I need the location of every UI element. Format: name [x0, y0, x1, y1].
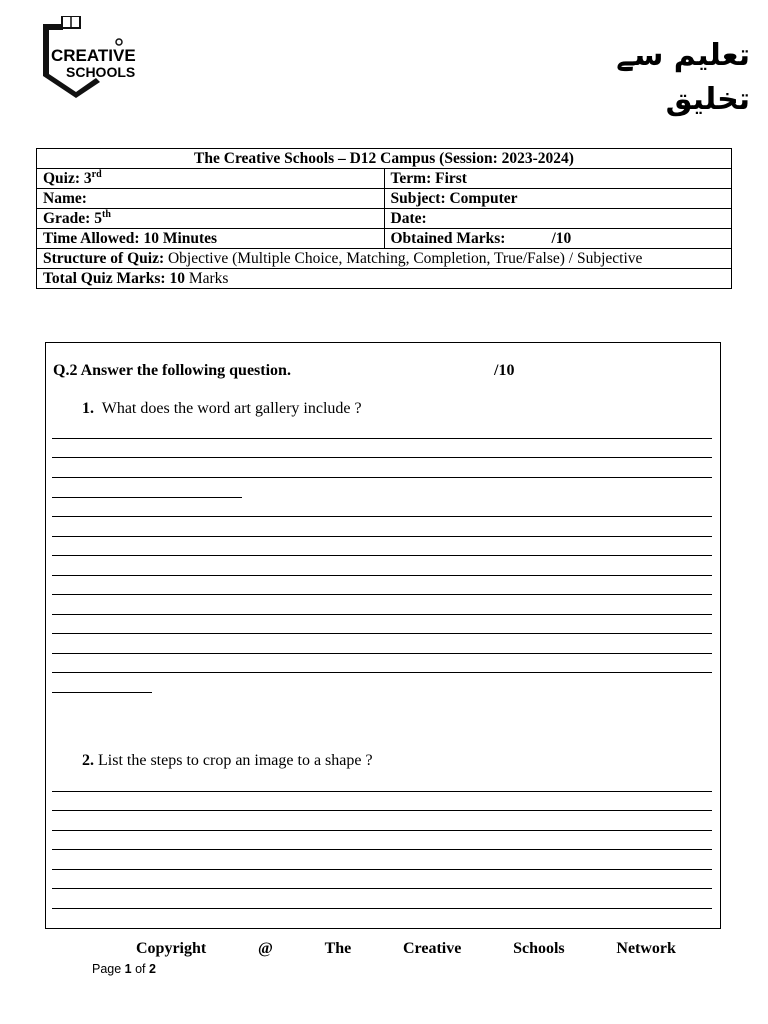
answer-line[interactable]: [52, 575, 712, 576]
obtained-marks-cell: Obtained Marks: /10: [384, 229, 732, 249]
answer-line[interactable]: [52, 692, 152, 693]
page-number: Page 1 of 2: [92, 962, 156, 976]
answer-line[interactable]: [52, 477, 712, 478]
creative-schools-logo: [40, 16, 152, 102]
answer-line[interactable]: [52, 614, 712, 615]
question-2: 2. List the steps to crop an image to a shape ?: [82, 752, 373, 769]
answer-line[interactable]: [52, 497, 242, 498]
structure-cell: Structure of Quiz: Objective (Multiple Choice, Matching, Completion, True/False) / Subjective: [37, 249, 732, 269]
footer-word: Schools: [513, 940, 565, 957]
name-cell: Name:: [37, 189, 385, 209]
answer-line[interactable]: [52, 888, 712, 889]
footer-word: Copyright: [136, 940, 207, 957]
question-heading: Q.2 Answer the following question.: [53, 362, 291, 379]
question-box: [45, 342, 721, 929]
time-allowed-cell: Time Allowed: 10 Minutes: [37, 229, 385, 249]
answer-line[interactable]: [52, 516, 712, 517]
answer-line[interactable]: [52, 438, 712, 439]
subject-cell: Subject: Computer: [384, 189, 732, 209]
quiz-number-cell: Quiz: 3rd: [37, 169, 385, 189]
answer-line[interactable]: [52, 536, 712, 537]
answer-line[interactable]: [52, 633, 712, 634]
answer-line[interactable]: [52, 672, 712, 673]
quiz-info-table: [36, 148, 732, 289]
date-cell: Date:: [384, 209, 732, 229]
footer-word: The: [324, 940, 352, 957]
table-title: The Creative Schools – D12 Campus (Session: 2023-2024): [37, 149, 732, 169]
question-marks: /10: [494, 362, 515, 379]
term-cell: Term: First: [384, 169, 732, 189]
answer-line[interactable]: [52, 555, 712, 556]
grade-cell: Grade: 5th: [37, 209, 385, 229]
urdu-motto: تعلیم سے تخلیق: [616, 38, 750, 117]
answer-line[interactable]: [52, 810, 712, 811]
footer-word: Network: [616, 940, 676, 957]
footer-word: Creative: [403, 940, 462, 957]
answer-line[interactable]: [52, 830, 712, 831]
answer-line[interactable]: [52, 791, 712, 792]
answer-line[interactable]: [52, 869, 712, 870]
copyright-footer: [136, 940, 676, 958]
footer-word: @: [257, 940, 273, 957]
answer-line[interactable]: [52, 908, 712, 909]
question-1: 1. What does the word art gallery include ?: [82, 400, 362, 417]
logo-text-bottom: SCHOOLS: [66, 64, 136, 80]
answer-line[interactable]: [52, 849, 712, 850]
answer-line[interactable]: [52, 457, 712, 458]
answer-line[interactable]: [52, 594, 712, 595]
logo-text-top: CREATIVE: [51, 46, 136, 65]
answer-line[interactable]: [52, 653, 712, 654]
total-marks-cell: Total Quiz Marks: 10 Marks: [37, 269, 732, 289]
